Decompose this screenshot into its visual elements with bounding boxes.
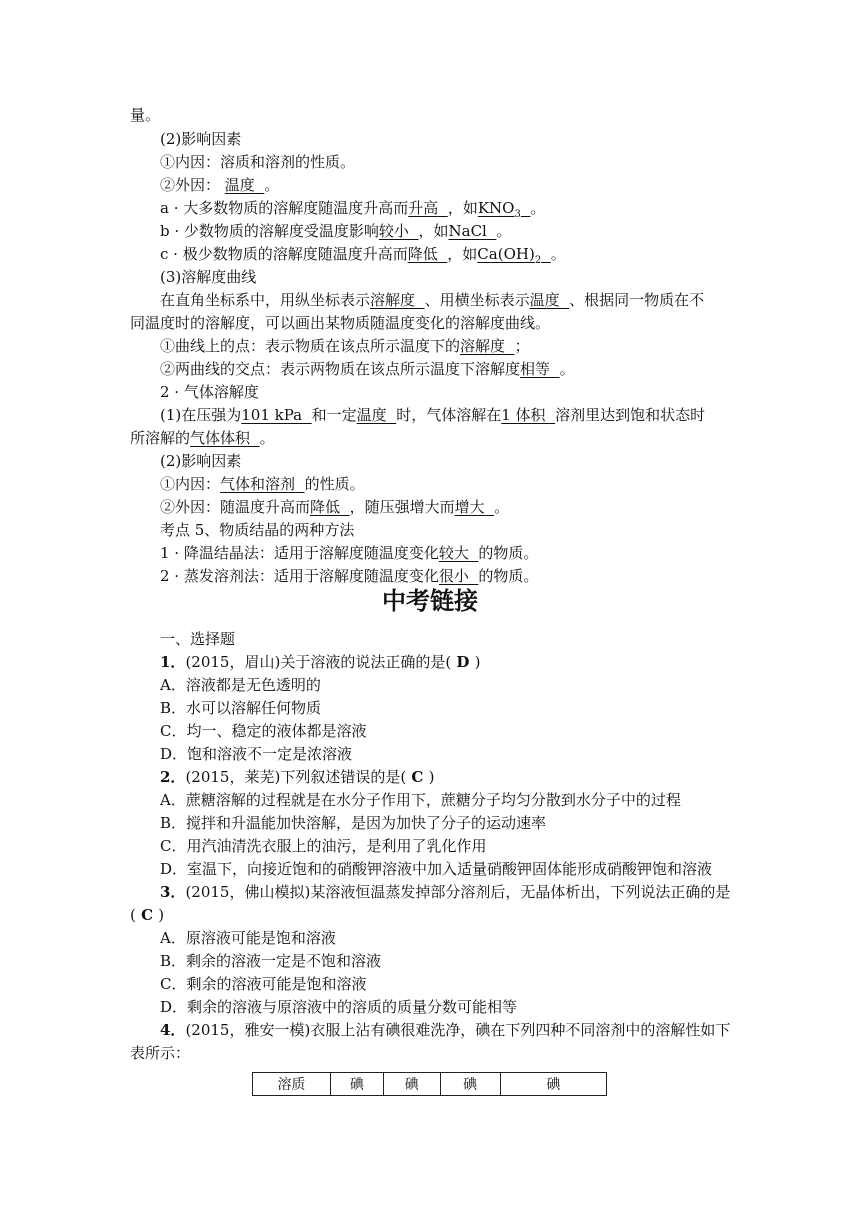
- table-cell: 碘: [440, 1073, 500, 1096]
- fill-blank-answer: 较小: [378, 222, 409, 240]
- table-row: [253, 1073, 607, 1096]
- option-c: C．剩余的溶液可能是饱和溶液: [160, 975, 367, 993]
- text-line: ①内因：气体和溶剂 的性质。: [160, 475, 365, 493]
- fill-blank-answer: 升高: [408, 199, 439, 217]
- option-b: B．搅拌和升温能加快溶解，是因为加快了分子的运动速率: [160, 814, 547, 832]
- fill-blank-answer: 气体和溶剂: [220, 475, 296, 493]
- question-3-answer: ( C ): [130, 906, 165, 924]
- fill-blank-answer: 温度: [224, 176, 255, 194]
- text-line: 表所示：: [130, 1044, 191, 1062]
- fill-blank-answer: 气体体积: [190, 429, 251, 447]
- fill-blank-answer: NaCl: [448, 222, 487, 240]
- text-line: c · 极少数物质的溶解度随温度升高而降低 ，如$Ca(OH)_2$ 。: [160, 245, 566, 266]
- question-1: 1．(2015，眉山)关于溶液的说法正确的是( D ): [160, 653, 481, 671]
- fill-blank-answer: 很小: [438, 567, 469, 585]
- fill-blank-answer: $KNO_3$: [477, 199, 521, 220]
- fill-blank-answer: 降低: [407, 245, 438, 263]
- option-b: B．水可以溶解任何物质: [160, 699, 322, 717]
- subheading: 考点 5、物质结晶的两种方法: [160, 521, 355, 539]
- question-3: 3．(2015，佛山模拟)某溶液恒温蒸发掉部分溶剂后，无晶体析出，下列说法正确的是: [160, 883, 731, 901]
- option-a: A．蔗糖溶解的过程就是在水分子作用下，蔗糖分子均匀分散到水分子中的过程: [160, 791, 681, 809]
- section-title: 中考链接: [382, 587, 478, 615]
- fill-blank-answer: 溶解度: [370, 291, 416, 309]
- fill-blank-answer: 101 kPa: [241, 406, 303, 424]
- text-line: 所溶解的气体体积 。: [130, 429, 275, 447]
- text-line: ①内因：溶质和溶剂的性质。: [160, 153, 356, 171]
- subheading: (2)影响因素: [160, 452, 242, 470]
- text-line: a · 大多数物质的溶解度随温度升高而升高 ，如$KNO_3$ 。: [160, 199, 546, 220]
- subheading: (2)影响因素: [160, 130, 242, 148]
- answer-letter: D: [451, 653, 475, 671]
- text-line: 2 · 蒸发溶剂法：适用于溶解度随温度变化很小 的物质。: [160, 567, 539, 585]
- fill-blank-answer: 1 体积: [501, 406, 546, 424]
- question-2: 2．(2015，莱芜)下列叙述错误的是( C ): [160, 768, 435, 786]
- table-cell: 碘: [330, 1073, 383, 1096]
- option-b: B．剩余的溶液一定是不饱和溶液: [160, 952, 382, 970]
- text-line: 同温度时的溶解度，可以画出某物质随温度变化的溶解度曲线。: [130, 314, 551, 332]
- option-a: A．原溶液可能是饱和溶液: [160, 929, 336, 947]
- answer-letter: C: [406, 768, 429, 786]
- fill-blank-answer: $Ca(OH)_2$: [477, 245, 542, 266]
- fill-blank-answer: 增大: [454, 498, 485, 516]
- text-line: ②两曲线的交点：表示两物质在该点所示温度下溶解度相等 。: [160, 360, 575, 378]
- text-line: 在直角坐标系中，用纵坐标表示溶解度 、用横坐标表示温度 、根据同一物质在不: [160, 291, 705, 309]
- option-a: A．溶液都是无色透明的: [160, 676, 321, 694]
- option-c: C．均一、稳定的液体都是溶液: [160, 722, 367, 740]
- text-line: ②外因：随温度升高而降低 ，随压强增大而增大 。: [160, 498, 510, 516]
- text-line: (1)在压强为101 kPa 和一定温度 时，气体溶解在1 体积 溶剂里达到饱和状态时: [160, 406, 706, 424]
- text-line: 1 · 降温结晶法：适用于溶解度随温度变化较大 的物质。: [160, 544, 539, 562]
- quiz-section-heading: 一、选择题: [160, 630, 236, 648]
- text-line: b · 少数物质的溶解度受温度影响较小 ，如NaCl 。: [160, 222, 512, 240]
- fill-blank-answer: 溶解度: [460, 337, 506, 355]
- table-cell: 碘: [383, 1073, 440, 1096]
- question-4: 4．(2015，雅安一模)衣服上沾有碘很难洗净，碘在下列四种不同溶剂中的溶解性如下: [160, 1021, 731, 1039]
- subheading: 2 · 气体溶解度: [160, 383, 259, 401]
- fill-blank-answer: 温度: [356, 406, 387, 424]
- fill-blank-answer: 较大: [438, 544, 469, 562]
- fill-blank-answer: 降低: [310, 498, 341, 516]
- option-d: D．室温下，向接近饱和的硝酸钾溶液中加入适量硝酸钾固体能形成硝酸钾饱和溶液: [160, 860, 713, 878]
- option-d: D．剩余的溶液与原溶液中的溶质的质量分数可能相等: [160, 998, 518, 1016]
- table-cell: 碘: [500, 1073, 606, 1096]
- option-c: C．用汽油清洗衣服上的油污，是利用了乳化作用: [160, 837, 487, 855]
- solubility-table: [252, 1072, 607, 1096]
- fill-blank-answer: 温度: [529, 291, 560, 309]
- table-cell: 溶质: [253, 1073, 331, 1096]
- fill-blank-answer: 相等: [520, 360, 551, 378]
- text-line: ①曲线上的点：表示物质在该点所示温度下的溶解度 ；: [160, 337, 530, 355]
- text-line: 量。: [130, 106, 161, 124]
- text-line: ②外因： 温度 。: [160, 176, 280, 194]
- subheading: (3)溶解度曲线: [160, 268, 257, 286]
- answer-letter: C: [135, 906, 159, 924]
- option-d: D．饱和溶液不一定是浓溶液: [160, 745, 353, 763]
